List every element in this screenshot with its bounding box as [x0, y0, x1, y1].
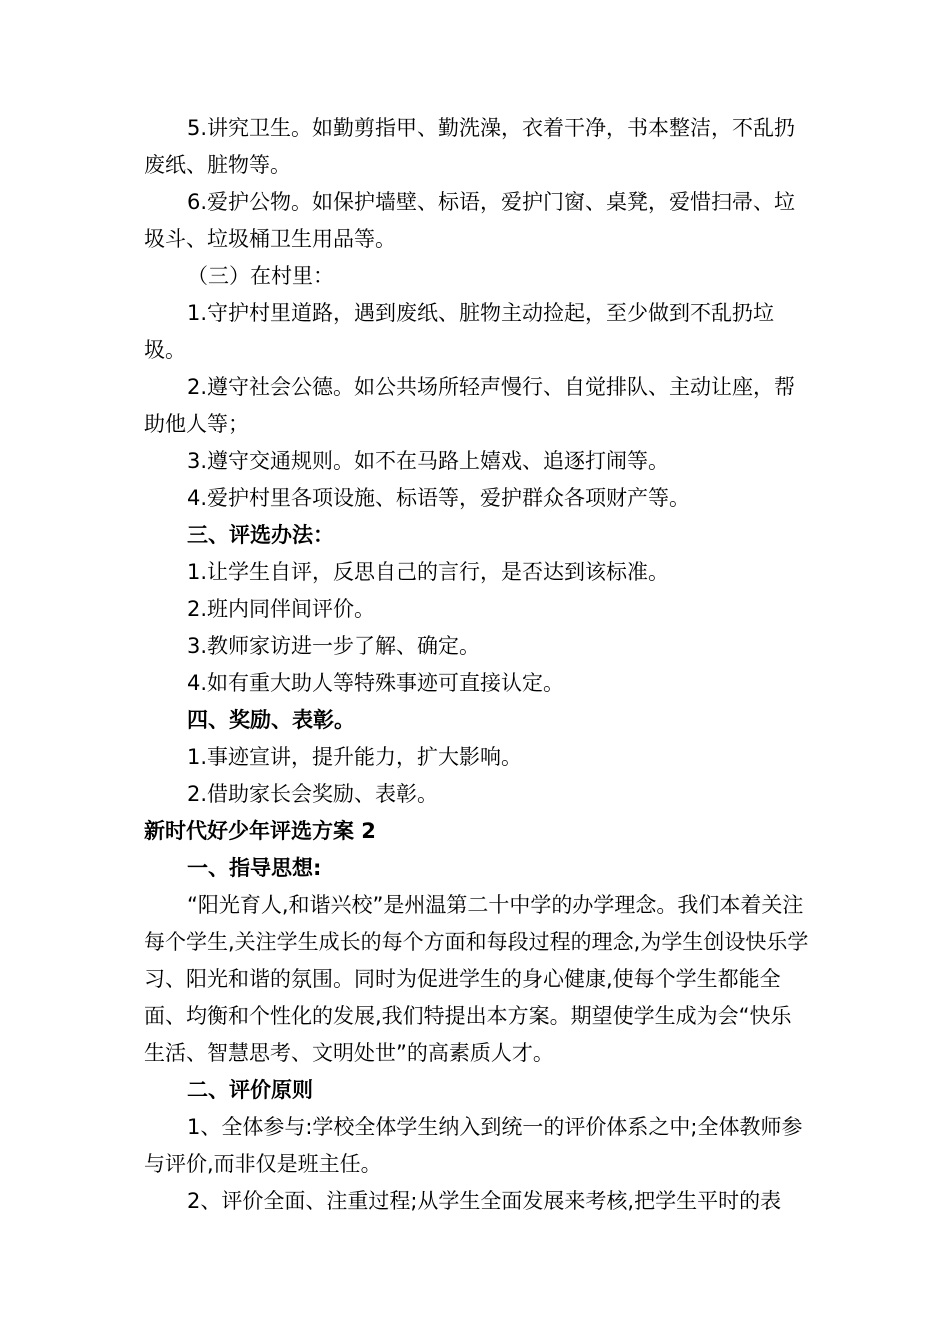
paragraph: 4.如有重大助人等特殊事迹可直接认定。	[187, 671, 565, 695]
paragraph: 1.事迹宣讲，提升能力，扩大影响。	[187, 745, 523, 769]
section-heading: 一、指导思想:	[187, 856, 322, 880]
paragraph: 3.教师家访进一步了解、确定。	[187, 634, 481, 658]
paragraph: 2.班内同伴间评价。	[187, 597, 376, 621]
paragraph: 6.爱护公物。如保护墙壁、标语，爱护门窗、桌凳，爱惜扫帚、垃圾斗、垃圾桶卫生用品等。	[144, 190, 796, 251]
paragraph: 2.借助家长会奖励、表彰。	[187, 782, 439, 806]
section-heading: 三、评选办法：	[187, 523, 334, 547]
paragraph: 1.守护村里道路，遇到废纸、脏物主动捡起，至少做到不乱扔垃圾。	[144, 301, 775, 362]
paragraph: 2、评价全面、注重过程;从学生全面发展来考核,把学生平时的表	[187, 1189, 782, 1213]
paragraph: 5.讲究卫生。如勤剪指甲、勤洗澡，衣着干净，书本整洁，不乱扔废纸、脏物等。	[144, 116, 796, 177]
paragraph: （三）在村里：	[187, 264, 334, 288]
paragraph: 1.让学生自评，反思自己的言行，是否达到该标准。	[187, 560, 670, 584]
paragraph: 4.爱护村里各项设施、标语等，爱护群众各项财产等。	[187, 486, 691, 510]
paragraph: 2.遵守社会公德。如公共场所轻声慢行、自觉排队、主动让座，帮助他人等；	[144, 375, 796, 436]
paragraph: 3.遵守交通规则。如不在马路上嬉戏、追逐打闹等。	[187, 449, 670, 473]
section-heading: 二、评价原则	[187, 1078, 313, 1102]
document-title: 新时代好少年评选方案 2	[144, 819, 376, 843]
document-body	[144, 110, 810, 1220]
paragraph: 1、全体参与:学校全体学生纳入到统一的评价体系之中;全体教师参与评价,而非仅是班主任。	[144, 1115, 803, 1176]
paragraph: “阳光育人,和谐兴校”是州温第二十中学的办学理念。我们本着关注每个学生,关注学生成长的每个方面和每段过程的理念,为学生创设快乐学习、阳光和谐的氛围。同时为促进学生的身心健康,使每个学生都能全面、均衡和个性化的发展,我们特提出本方案。期望使学生成为会“快乐生活、智慧思考、文明处世”的高素质人才。	[144, 893, 809, 1065]
section-heading: 四、奖励、表彰。	[187, 708, 355, 732]
